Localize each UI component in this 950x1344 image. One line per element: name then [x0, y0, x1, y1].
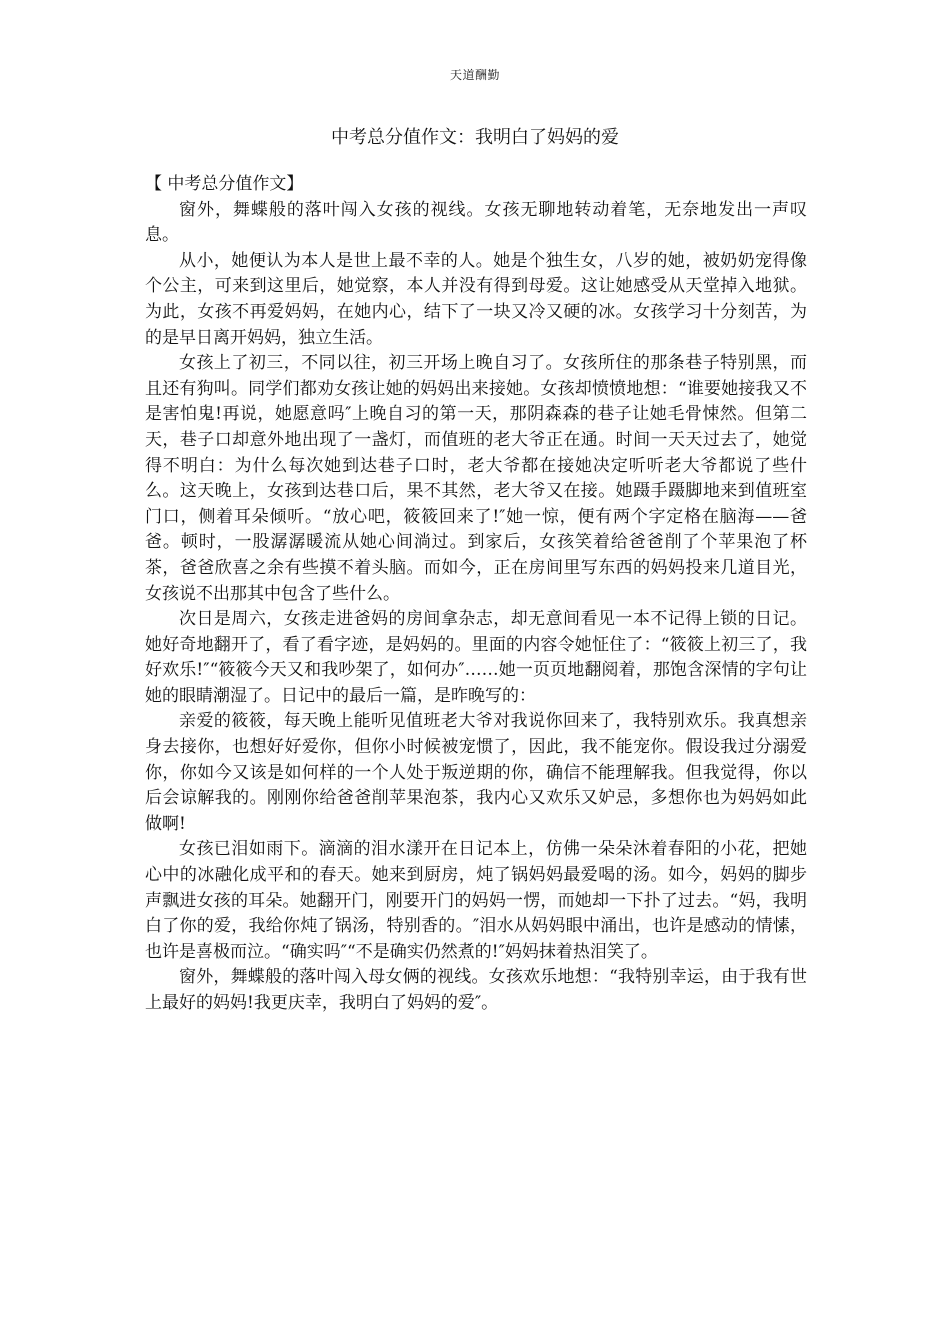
paragraph-4: 次日是周六，女孩走进爸妈的房间拿杂志，却无意间看见一本不记得上锁的日记。她好奇地翻开了，看了看字迹，是妈妈的。里面的内容令她怔住了：“筱筱上初三了，我好欢乐!″“筱筱今天又和我吵架了，如何办″……她一页页地翻阅着，那饱含深情的字句让她的眼睛潮湿了。日记中的最后一篇，是昨晚写的： — [145, 609, 807, 706]
paragraph-7: 窗外，舞蝶般的落叶闯入母女俩的视线。女孩欢乐地想：“我特别幸运，由于我有世上最好的妈妈!我更庆幸，我明白了妈妈的爱″。 — [145, 967, 807, 1013]
paragraph-1: 窗外，舞蝶般的落叶闯入女孩的视线。女孩无聊地转动着笔，无奈地发出一声叹息。 — [145, 199, 807, 246]
page-header: 天道酬勤 — [449, 68, 500, 82]
paragraph-2: 从小，她便认为本人是世上最不幸的人。她是个独生女，八岁的她，被奶奶宠得像个公主，可来到这里后，她觉察，本人并没有得到母爱。这让她感受从天堂掉入地狱。为此，女孩不再爱妈妈，在她内心，结下了一块又冷又硬的冰。女孩学习十分刻苦，为的是早日离开妈妈，独立生活。 — [145, 250, 807, 348]
paragraph-3: 女孩上了初三，不同以往，初三开场上晚自习了。女孩所住的那条巷子特别黑，而且还有狗叫。同学们都劝女孩让她的妈妈出来接她。女孩却愤愤地想：“谁要她接我又不是害怕鬼!再说，她愿意吗″上晚自习的第一天，那阴森森的巷子让她毛骨悚然。但第二天，巷子口却意外地出现了一盏灯，而值班的老大爷正在通。时间一天天过去了，她觉得不明白：为什么每次她到达巷子口时，老大爷都在接她决定听听老大爷都说了些什么。这天晚上，女孩到达巷口后，果不其然，老大爷又在接。她蹑手蹑脚地来到值班室门口，侧着耳朵倾听。“放心吧，筱筱回来了!″她一惊，便有两个字定格在脑海——爸爸。顿时，一股潺潺暖流从她心间淌过。到家后，女孩笑着给爸爸削了个苹果泡了杯茶，爸爸欣喜之余有些摸不着头脑。而如今，正在房间里写东西的妈妈投来几道目光，女孩说不出那其中包含了些什么。 — [145, 353, 807, 604]
paragraph-6: 女孩已泪如雨下。滴滴的泪水漾开在日记本上，仿佛一朵朵沐着春阳的小花，把她心中的冰融化成平和的春天。她来到厨房，炖了锅妈妈最爱喝的汤。如今，妈妈的脚步声飘进女孩的耳朵。她翻开门，刚要开门的妈妈一愣，而她却一下扑了过去。“妈，我明白了你的爱，我给你炖了锅汤，特别香的。″泪水从妈妈眼中涌出，也许是感动的情愫，也许是喜极而泣。“确实吗″“不是确实仍然煮的!″妈妈抹着热泪笑了。 — [145, 839, 807, 962]
paragraph-5: 亲爱的筱筱，每天晚上能听见值班老大爷对我说你回来了，我特别欢乐。我真想亲身去接你，也想好好爱你，但你小时候被宠惯了，因此，我不能宠你。假设我过分溺爱你，你如今又该是如何样的一个人处于叛逆期的你，确信不能理解我。但我觉得，你以后会谅解我的。刚刚你给爸爸削苹果泡茶，我内心又欢乐又妒忌，多想你也为妈妈如此做啊! — [145, 711, 807, 834]
document-body — [145, 172, 807, 1017]
category-label: 【 中考总分值作文】 — [145, 174, 304, 194]
document-title: 中考总分值作文：我明白了妈妈的爱 — [331, 127, 619, 148]
